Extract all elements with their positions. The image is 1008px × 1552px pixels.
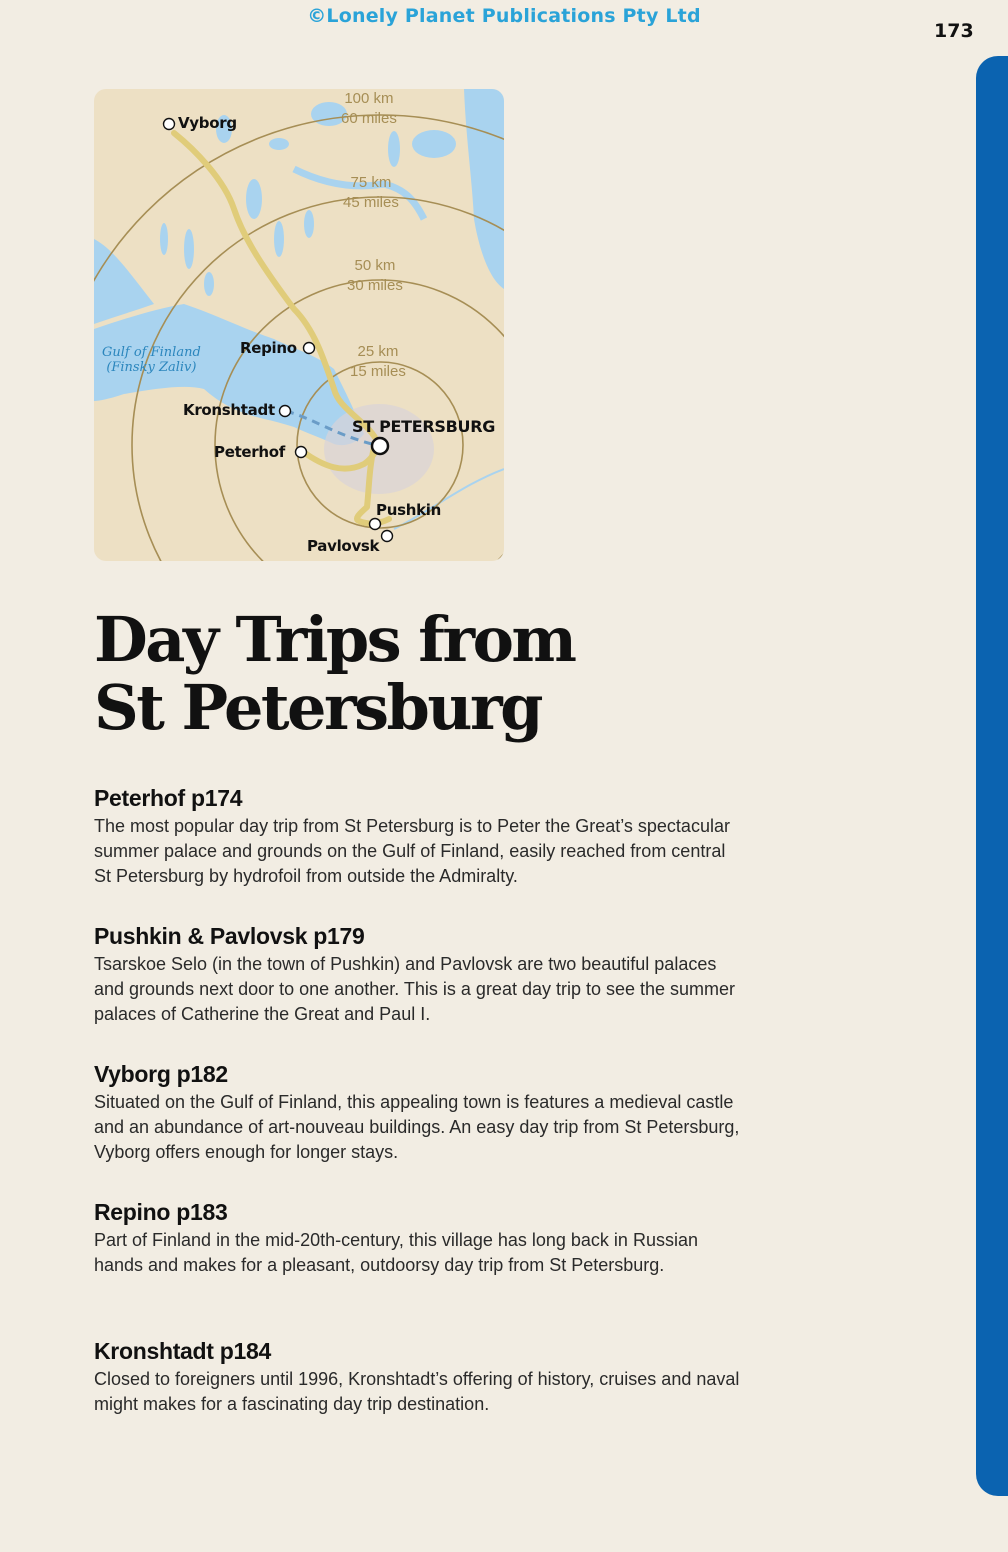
ring-miles: 15 miles [350,363,406,380]
section-body: Tsarskoe Selo (in the town of Pushkin) and Pavlovsk are two beautiful palaces and grounds next door to one another. This is a great day trip to see the summer palaces of Catherine the Great and Paul I. [94,954,736,1024]
section-heading: Repino p183 [94,1199,228,1225]
chapter-side-tab [976,56,1008,1496]
section-vyborg [94,1060,754,1165]
water-label-line1: Gulf of Finland [102,345,201,360]
ring-label-100km [341,89,397,129]
section-body: The most popular day trip from St Petersburg is to Peter the Great’s spectacular summer palace and grounds on the Gulf of Finland, easily reached from central St Petersburg by hydrofoil from outside the Admiralty. [94,816,730,886]
day-trips-map [94,89,504,561]
section-heading: Kronshtadt p184 [94,1338,271,1364]
st-petersburg-marker [372,438,388,454]
section-peterhof [94,784,754,889]
section-repino [94,1198,754,1278]
page-title-line1: Day Trips from [94,603,575,676]
section-heading: Vyborg p182 [94,1061,228,1087]
place-label-pushkin: Pushkin [376,501,441,519]
copyright-notice: ©Lonely Planet Publications Pty Ltd [307,5,701,27]
repino-marker [304,343,315,354]
ring-miles: 60 miles [341,110,397,127]
page-number: 173 [934,20,974,42]
pushkin-marker [370,519,381,530]
section-body: Part of Finland in the mid-20th-century, this village has long back in Russian hands and makes for a pleasant, outdoorsy day trip from St Petersburg. [94,1230,698,1275]
map-graphic [94,89,504,561]
place-label-peterhof: Peterhof [214,443,286,461]
ring-label-50km [347,256,403,296]
pavlovsk-marker [382,531,393,542]
place-label-pavlovsk: Pavlovsk [307,537,380,555]
gulf-of-finland-label [102,345,201,375]
ring-km: 100 km [344,90,394,107]
section-pushkin-pavlovsk [94,922,754,1027]
kronshtadt-marker [280,406,291,417]
page-title [94,603,575,744]
ring-label-25km [350,342,406,382]
place-label-repino: Repino [240,339,297,357]
ring-km: 50 km [354,257,396,274]
place-label-vyborg: Vyborg [178,114,237,132]
place-label-st-petersburg: ST PETERSBURG [352,417,496,436]
section-body: Situated on the Gulf of Finland, this appealing town is features a medieval castle and an abundance of art-nouveau buildings. An easy day trip from St Petersburg, Vyborg offers enough for longer stays. [94,1092,740,1162]
ring-km: 25 km [357,343,399,360]
section-body: Closed to foreigners until 1996, Kronshtadt’s offering of history, cruises and naval might makes for a fascinating day trip destination. [94,1369,740,1414]
section-heading: Pushkin & Pavlovsk p179 [94,923,365,949]
place-label-kronshtadt: Kronshtadt [183,401,275,419]
ring-miles: 30 miles [347,277,403,294]
ring-km: 75 km [350,174,392,191]
ring-miles: 45 miles [343,194,399,211]
vyborg-marker [164,119,175,130]
section-heading: Peterhof p174 [94,785,243,811]
section-kronshtadt [94,1337,754,1417]
ring-label-75km [343,173,399,213]
peterhof-marker [296,447,307,458]
page-title-line2: St Petersburg [94,671,542,744]
water-label-line2: (Finsky Zaliv) [106,360,197,375]
